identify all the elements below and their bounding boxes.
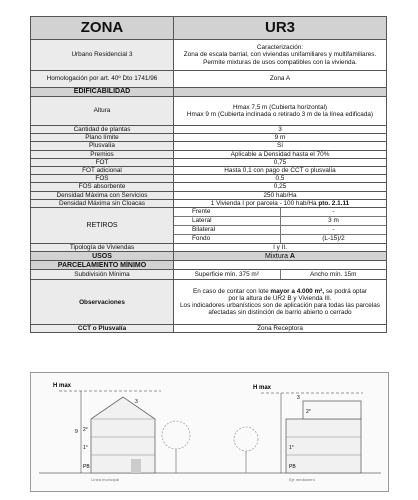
altura-value	[174, 97, 387, 126]
row-label: FOT	[31, 158, 174, 166]
row-label: Densidad Máxima con Servicios	[31, 191, 174, 199]
dim-label: 3	[297, 395, 300, 401]
building-diagram	[30, 372, 389, 492]
usos-value	[174, 252, 387, 261]
altura-label: Altura	[31, 97, 174, 126]
retiro-key: Frente	[174, 208, 281, 217]
subdivision-ancho: Ancho mín. 15m	[309, 271, 357, 279]
door-shape	[131, 459, 141, 473]
cct-value: Zona Receptora	[174, 325, 387, 333]
floor-label: PB	[83, 464, 90, 470]
tipologia-value: I y II.	[174, 244, 387, 252]
retiro-value: 3 m	[281, 217, 387, 226]
hmax-label: H max	[253, 385, 272, 391]
row-value: Hasta 0,1 con pago de CCT o plusvalía	[174, 167, 387, 175]
row-label: Densidad Máxima sin Cloacas	[31, 199, 174, 207]
row-value: 0,75	[174, 158, 387, 166]
row-value: Aplicable a Densidad hasta el 70%	[174, 150, 387, 158]
obs-pre: En caso de contar con lote	[192, 287, 269, 295]
homologacion-value: Zona A	[174, 71, 387, 88]
hmax-label: H max	[53, 383, 72, 389]
retiro-key: Lateral	[174, 217, 281, 226]
zona-code: UR3	[174, 17, 387, 40]
retiros-table	[174, 208, 386, 243]
caracterizacion-title: Caracterización:	[256, 44, 304, 52]
diagram-caption: Línea municipal	[91, 477, 120, 482]
usos-prefix: Mixtura	[265, 252, 288, 260]
row-value: 0,25	[174, 183, 387, 191]
parcelamiento-title: PARCELAMIENTO MÍNIMO	[31, 261, 174, 270]
observaciones-line-2: por la altura de UR2 B y Vivienda III.	[228, 295, 332, 303]
tipologia-label: Tipología de Viviendas	[31, 244, 174, 252]
retiros-label: RETIROS	[31, 208, 174, 244]
usos-label: USOS	[31, 252, 174, 261]
row-label: Plusvalía	[31, 142, 174, 150]
row-value: 9 m	[174, 134, 387, 142]
row-label: FOT adicional	[31, 167, 174, 175]
cct-label: CCT o Plusvalía	[31, 325, 174, 333]
floor-label: 1°	[83, 445, 88, 451]
floor-label: 2°	[306, 409, 311, 415]
retiro-value: (L-15)/2	[322, 235, 345, 243]
parcelamiento-blank	[174, 261, 387, 270]
row-label: FOS	[31, 175, 174, 183]
altura-line-1: Hmax 7,5 m (Cubierta horizontal)	[232, 103, 328, 111]
retiro-value: -	[281, 226, 387, 235]
building-right	[261, 393, 363, 473]
tree-icon	[162, 421, 190, 449]
usos-code: A	[289, 252, 295, 260]
dim-label: 3	[135, 399, 138, 405]
zoning-table	[30, 16, 387, 333]
subdivision-label: Subdivisión Mínima	[31, 270, 174, 280]
row-value: 3	[174, 126, 387, 134]
subdivision-superficie: Superficie mín. 375 m²	[174, 270, 280, 279]
caracterizacion-cell	[174, 40, 387, 71]
caracterizacion-text: Zona de escala barrial, con viviendas unifamiliares y multifamiliares. Permite mixturas de usos compatibles con la vivienda.	[183, 51, 377, 66]
floor-label: PB	[289, 464, 296, 470]
building-right-outline	[286, 419, 361, 473]
altura-line-2: Hmax 9 m (Cubierta inclinada o retirado 3 m de la línea edificada)	[186, 111, 374, 118]
observaciones-label: Observaciones	[31, 280, 174, 325]
row-label: FOS absorbente	[31, 183, 174, 191]
zoning-sheet	[30, 16, 387, 333]
homologacion-label: Homologación por art. 40º Dto 1741/96	[31, 71, 174, 88]
row-value: Sí	[174, 142, 387, 150]
obs-post: se podrá optar	[325, 287, 368, 295]
observaciones-line-3: Los indicadores urbanísticos son de aplicación para todas las parcelas afectadas sin distinción de barrio abierto o cerrado	[179, 302, 380, 317]
floor-label: 2°	[83, 427, 88, 433]
retiro-key: Bilateral	[174, 226, 281, 235]
retiro-value: -	[281, 208, 387, 217]
row-label: Premios	[31, 150, 174, 158]
row-label: Plano límite	[31, 134, 174, 142]
tree-icon	[234, 427, 258, 451]
obs-bold: mayor a 4.000 m²,	[270, 287, 325, 295]
building-section-svg	[31, 373, 388, 491]
densidad-ref: pto. 2.1.11	[318, 199, 350, 207]
row-label: Cantidad de plantas	[31, 126, 174, 134]
observaciones-line-1	[176, 288, 384, 295]
edificabilidad-title: EDIFICABILIDAD	[31, 88, 174, 97]
setback-floor	[303, 401, 361, 419]
densidad-text: 1 Vivienda I por parcela - 100 hab/Ha	[210, 199, 317, 207]
zone-name: Urbano Residencial 3	[31, 40, 174, 71]
observaciones-value	[174, 280, 387, 325]
row-value: 250 hab/Ha	[174, 191, 387, 199]
row-value: 0,5	[174, 175, 387, 183]
subdivision-table	[174, 270, 386, 279]
row-value	[174, 199, 387, 207]
dim-label: 9	[75, 429, 78, 435]
retiros-cell	[174, 208, 387, 244]
edificabilidad-blank	[174, 88, 387, 97]
zona-label: ZONA	[31, 17, 174, 40]
retiro-key: Fondo	[174, 235, 281, 244]
subdivision-cell	[174, 270, 387, 280]
building-left-outline	[91, 397, 155, 473]
floor-label: 1°	[289, 445, 294, 451]
diagram-caption: Eje medianero	[289, 477, 315, 482]
